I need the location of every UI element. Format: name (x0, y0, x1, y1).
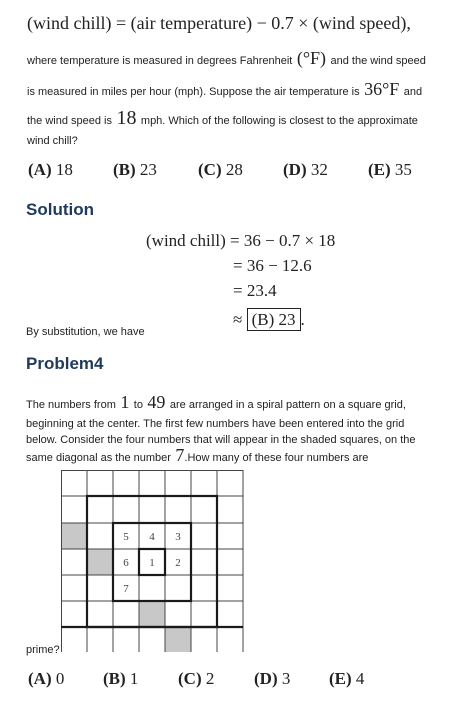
choice-letter: (B) (113, 160, 136, 179)
shaded-square (61, 523, 87, 549)
choice-value: 0 (55, 669, 65, 688)
answer-choice-a (28, 669, 64, 689)
choice-value: 32 (310, 160, 328, 179)
formula-times: × (298, 13, 309, 33)
choice-letter: (A) (28, 160, 52, 179)
problem-text: and (403, 86, 423, 98)
choice-value: 18 (55, 160, 73, 179)
problem-text: and the wind speed (330, 55, 426, 67)
answer-choice-d (254, 669, 290, 689)
problem4-line-4 (26, 445, 368, 466)
math-inline: 18 (116, 107, 137, 129)
answer-choice-c (178, 669, 214, 689)
problem-text: the wind speed is (27, 115, 112, 127)
choice-value: 35 (394, 160, 412, 179)
choice-value: 2 (205, 669, 215, 688)
choice-letter: (B) (103, 669, 126, 688)
formula-eq: = (115, 13, 127, 33)
choice-letter: (C) (178, 669, 202, 688)
grid-number: 5 (123, 531, 129, 543)
answer-choice-b (103, 669, 138, 689)
problem4-line-3: below. Consider the four numbers that will appear in the shaded squares, on the (26, 434, 416, 446)
shaded-square (87, 549, 113, 575)
formula-rhs1: (air temperature) (130, 13, 253, 33)
solution-lhs: (wind chill) (146, 231, 226, 250)
shaded-square (139, 601, 165, 627)
solution-line-2: = 36 − 12.6 (233, 256, 312, 275)
grid-number: 3 (175, 531, 181, 543)
solution-line-3: = 23.4 (233, 281, 277, 300)
choice-value: 1 (129, 669, 139, 688)
answer-choice-b (113, 160, 157, 180)
choice-letter: (E) (329, 669, 352, 688)
problem-line-2 (27, 79, 422, 100)
answer-choice-e (368, 160, 412, 180)
choice-value: 4 (355, 669, 365, 688)
grid-number: 4 (149, 531, 155, 543)
choice-letter: (A) (28, 669, 52, 688)
solution-line-1 (146, 231, 335, 251)
problem-text: same diagonal as the number (26, 452, 171, 464)
problem-text: to (133, 399, 143, 411)
math-inline: (°F) (296, 48, 327, 68)
grid-number: 2 (175, 557, 181, 569)
choice-value: 28 (225, 160, 243, 179)
problem4-heading: Problem4 (26, 354, 104, 373)
problem4-line-5: prime? (26, 644, 60, 656)
problem-text: .How many of these four numbers are (184, 452, 369, 464)
grid-number: 1 (149, 557, 155, 569)
problem-line-1 (27, 48, 426, 69)
problem-text: where temperature is measured in degrees Fahrenheit (27, 55, 293, 67)
problem-text: mph. Which of the following is closest to the approximate (140, 115, 418, 127)
formula-lhs: (wind chill) (27, 13, 112, 33)
problem-line-3 (27, 107, 418, 130)
math-inline: 7 (175, 445, 185, 465)
choice-letter: (E) (368, 160, 391, 179)
problem-text: is measured in miles per hour (mph). Suppose the air temperature is (27, 86, 360, 98)
choice-letter: (D) (283, 160, 307, 179)
formula-minus: − (256, 13, 267, 33)
formula-rhs2: (wind speed), (312, 13, 411, 33)
math-inline: 49 (147, 392, 166, 412)
choice-letter: (D) (254, 669, 278, 688)
problem4-line-2: beginning at the center. The first few numbers have been entered into the grid (26, 418, 405, 430)
answer-choice-a (28, 160, 73, 180)
answer-choice-c (198, 160, 243, 180)
choice-letter: (C) (198, 160, 222, 179)
spiral-grid (61, 470, 245, 652)
boxed-answer: (B) 23 (247, 308, 301, 331)
answer-choice-e (329, 669, 364, 689)
math-inline: 36°F (364, 79, 400, 99)
math-inline: 1 (120, 392, 130, 412)
solution-line-4 (233, 310, 305, 330)
problem-line-4: wind chill? (27, 135, 78, 147)
answer-choice-d (283, 160, 328, 180)
solution-rhs: = 36 − 0.7 × 18 (230, 231, 336, 250)
choice-value: 23 (139, 160, 157, 179)
wind-chill-formula (27, 13, 411, 34)
grid-number: 7 (123, 583, 129, 595)
problem4-line-1 (26, 392, 406, 413)
problem-text: are arranged in a spiral pattern on a square grid, (169, 399, 406, 411)
approx-sign: ≈ (233, 310, 243, 329)
grid-number: 6 (123, 557, 129, 569)
period: . (300, 310, 305, 329)
substitution-note: By substitution, we have (26, 326, 145, 338)
problem-text: The numbers from (26, 399, 116, 411)
solution-heading: Solution (26, 200, 94, 219)
formula-coef: 0.7 (271, 13, 294, 33)
choice-value: 3 (281, 669, 291, 688)
shaded-square (165, 627, 191, 652)
